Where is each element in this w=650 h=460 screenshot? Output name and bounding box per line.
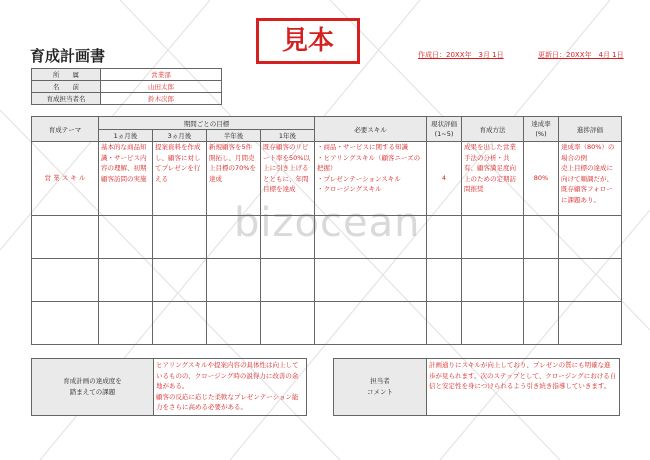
header-theme: 育成テーマ bbox=[32, 117, 99, 142]
header-current-eval: 現状評価 (1~5) bbox=[427, 117, 462, 142]
info-value: 山田太郎 bbox=[101, 81, 222, 93]
info-row bbox=[32, 81, 222, 93]
header-period: 1年後 bbox=[261, 130, 315, 142]
comment-value: 計画通りにスキルが向上しており、プレゼンの質にも明確な進歩が見られます。次のステップとして、クロージングにおける自信と安定性を身につけられるよう引き続き指導していきます。 bbox=[429, 361, 617, 390]
plan-table bbox=[31, 116, 622, 345]
header-achievement: 達成率 (%) bbox=[524, 117, 559, 142]
table-row bbox=[32, 142, 622, 216]
info-row bbox=[32, 93, 222, 105]
goal-cell: 基本的な商品知識・サービス内容の理解、初期顧客訪問の実施 bbox=[99, 142, 153, 216]
comment-label: 担当者 コメント bbox=[334, 359, 427, 415]
watermark-text: bizocean bbox=[234, 200, 421, 246]
info-label: 名 前 bbox=[32, 81, 101, 93]
progress-cell: 達成率（80%）の場合の例 売上目標の達成に向けて順調だが、既存顧客フォローに課題あり。 bbox=[559, 142, 622, 216]
header-period: 1ヵ月後 bbox=[99, 130, 153, 142]
header-skills: 必要スキル bbox=[315, 117, 427, 142]
comment-box bbox=[333, 358, 620, 416]
info-table bbox=[31, 68, 222, 105]
current-eval-cell: 4 bbox=[427, 142, 462, 216]
method-cell: 成果を出した営業手法の分析・共有、顧客満足度向上のための定期訪問推奨 bbox=[462, 142, 524, 216]
created-date: 作成日：20XX年 3月 1日 bbox=[418, 51, 504, 59]
header-period: 3ヵ月後 bbox=[153, 130, 207, 142]
updated-date: 更新日：20XX年 4月 1日 bbox=[538, 51, 624, 59]
table-row bbox=[32, 259, 622, 302]
table-row bbox=[32, 216, 622, 259]
info-value: 営業部 bbox=[101, 69, 222, 81]
header-method: 育成方法 bbox=[462, 117, 524, 142]
issues-value: ヒアリングスキルや提案内容の具体性は向上しているものの、クロージング時の説得力に改善の余地がある。 顧客の反応に応じた柔軟なプレゼンテーション能力をさらに高める必要がある。 bbox=[156, 361, 299, 411]
info-row bbox=[32, 69, 222, 81]
header-period-goal: 期間ごとの目標 bbox=[99, 117, 315, 130]
header-period: 半年後 bbox=[207, 130, 261, 142]
theme-cell: 営 業 ス キ ル bbox=[32, 142, 99, 216]
goal-cell: 新規顧客を5件開拓し、月間売上目標の70%を達成 bbox=[207, 142, 261, 216]
info-label: 所 属 bbox=[32, 69, 101, 81]
page-title: 育成計画書 bbox=[30, 47, 106, 65]
goal-cell: 提案資料を作成し、顧客に対してプレゼンを行える bbox=[153, 142, 207, 216]
achievement-cell: 80% bbox=[524, 142, 559, 216]
issues-label: 育成計画の達成度を 踏まえての課題 bbox=[32, 359, 154, 415]
header-progress: 進捗評価 bbox=[559, 117, 622, 142]
info-value: 鈴木次郎 bbox=[101, 93, 222, 105]
info-label: 育成担当者名 bbox=[32, 93, 101, 105]
issues-box bbox=[31, 358, 307, 416]
sample-stamp: 見本 bbox=[256, 18, 360, 64]
skills-cell: ・商品・サービスに関する知識 ・ヒアリングスキル（顧客ニーズの把握） ・プレゼンテーションスキル ・クロージングスキル bbox=[315, 142, 427, 216]
goal-cell: 既存顧客のリピート率を50%以上に引き上げるとともに、年間目標を達成 bbox=[261, 142, 315, 216]
table-row bbox=[32, 302, 622, 345]
